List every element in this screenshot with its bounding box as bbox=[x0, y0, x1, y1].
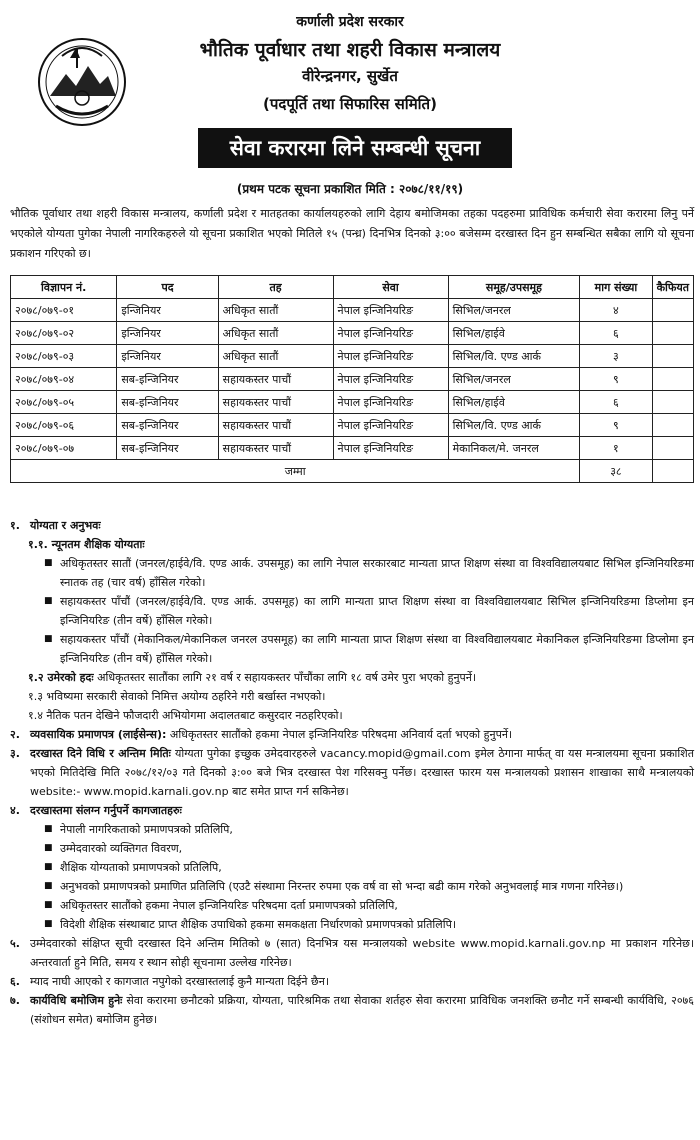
table-cell: नेपाल इन्जिनियरिङ bbox=[333, 391, 448, 414]
table-cell bbox=[652, 368, 693, 391]
section-6 bbox=[10, 972, 694, 991]
total-label: जम्मा bbox=[11, 460, 580, 483]
table-cell: २०७८/०७९-०७ bbox=[11, 437, 117, 460]
section-3 bbox=[10, 744, 694, 801]
table-cell: इन्जिनियर bbox=[117, 322, 218, 345]
table-cell: सहायकस्तर पाचौं bbox=[218, 437, 333, 460]
table-cell: अधिकृत सातौं bbox=[218, 322, 333, 345]
list-item bbox=[44, 877, 694, 896]
table-row bbox=[11, 414, 694, 437]
column-header: समूह/उपसमूह bbox=[448, 276, 580, 299]
table-header-row bbox=[11, 276, 694, 299]
section-number: १. bbox=[10, 519, 20, 532]
section-1-2-text: अधिकृतस्तर सातौंका लागि २१ वर्ष र सहायकस्तर पाँचौंका लागि १८ वर्ष उमेर पुरा भएको हुनुपर्ने। bbox=[97, 671, 477, 684]
column-header: तह bbox=[218, 276, 333, 299]
table-cell: सब-इन्जिनियर bbox=[117, 437, 218, 460]
column-header: पद bbox=[117, 276, 218, 299]
table-row bbox=[11, 299, 694, 322]
table-row bbox=[11, 437, 694, 460]
section-title: व्यवसायिक प्रमाणपत्र (लाईसेन्स): bbox=[30, 728, 167, 741]
table-cell: सहायकस्तर पाचौं bbox=[218, 368, 333, 391]
table-cell bbox=[652, 414, 693, 437]
section-number: ३. bbox=[10, 747, 20, 760]
table-cell bbox=[652, 437, 693, 460]
list-item bbox=[44, 820, 694, 839]
section-number: ७. bbox=[10, 994, 20, 1007]
table-cell: ६ bbox=[580, 322, 652, 345]
bullet-icon: ■ bbox=[44, 862, 53, 872]
section-4-heading bbox=[10, 801, 694, 820]
list-item-text: उम्मेदवारको व्यक्तिगत विवरण, bbox=[60, 842, 183, 855]
bullet-icon: ■ bbox=[44, 558, 53, 568]
table-cell: अधिकृत सातौं bbox=[218, 345, 333, 368]
bullet-icon: ■ bbox=[44, 919, 53, 929]
section-2 bbox=[10, 725, 694, 744]
table-cell: नेपाल इन्जिनियरिङ bbox=[333, 299, 448, 322]
table-cell: ४ bbox=[580, 299, 652, 322]
table-cell: सहायकस्तर पाचौं bbox=[218, 414, 333, 437]
table-cell: २०७८/०७९-०६ bbox=[11, 414, 117, 437]
table-cell: ९ bbox=[580, 414, 652, 437]
table-cell: सिभिल/वि. एण्ड आर्क bbox=[448, 414, 580, 437]
table-total-row bbox=[11, 460, 694, 483]
table-cell: सिभिल/जनरल bbox=[448, 368, 580, 391]
section-title: दरखास्तमा संलग्न गर्नुपर्ने कागजातहरुः bbox=[30, 804, 182, 817]
table-cell: सिभिल/जनरल bbox=[448, 299, 580, 322]
column-header: माग संख्या bbox=[580, 276, 652, 299]
table-cell: ९ bbox=[580, 368, 652, 391]
list-item bbox=[44, 554, 694, 592]
list-item-text: सहायकस्तर पाँचौं (मेकानिकल/मेकानिकल जनरल उपसमूह) का लागि मान्यता प्राप्त शिक्षण संस्था वा विश्वविद्यालयबाट मेकानिकल इन्जिनियरिङमा डिप्लोमा इन इन्जिनियरिङ (तीन वर्षे) हाँसिल गरेको। bbox=[60, 633, 694, 665]
notice-title: सेवा करारमा लिने सम्बन्धी सूचना bbox=[198, 128, 512, 168]
table-cell: नेपाल इन्जिनियरिङ bbox=[333, 437, 448, 460]
table-cell: १ bbox=[580, 437, 652, 460]
intro-paragraph: भौतिक पूर्वाधार तथा शहरी विकास मन्त्रालय, कर्णाली प्रदेश र मातहतका कार्यालयहरुको लागि देहाय बमोजिमका तहका पदहरुमा प्राविधिक कर्मचारी सेवा करारमा लिनु पर्ने भएकोले योग्यता पुगेका नेपाली नागरिकहरुले यो सूचना प्रकाशित भएको मितिले १५ (पन्ध्र) दिनभित्र दिनको ३:०० बजेसम्म दरखास्त दिन हुन सम्बन्धित सबैका लागि यो सूचना प्रकाशन गरिएको छ। bbox=[10, 207, 694, 260]
table-cell bbox=[652, 460, 693, 483]
section-1-2-title: १.२ उमेरको हदः bbox=[28, 671, 94, 684]
table-cell bbox=[652, 391, 693, 414]
table-row bbox=[11, 345, 694, 368]
committee-name: (पदपूर्ति तथा सिफारिस समिति) bbox=[263, 95, 437, 113]
section-1-3: १.३ भविष्यमा सरकारी सेवाको निमित्त अयोग्य ठहरिने गरी बर्खास्त नभएको। bbox=[28, 690, 326, 703]
section-1-4: १.४ नैतिक पतन देखिने फौजदारी अभियोगमा अदालतबाट कसुरदार नठहरिएको। bbox=[28, 709, 343, 722]
list-item-text: विदेशी शैक्षिक संस्थाबाट प्राप्त शैक्षिक उपाधिको हकमा समकक्षता निर्धारणको प्रमाणपत्रको प्रतिलिपि। bbox=[60, 918, 456, 931]
list-item-text: शैक्षिक योग्यताको प्रमाणपत्रको प्रतिलिपि, bbox=[60, 861, 222, 874]
list-item bbox=[44, 896, 694, 915]
section-text: अधिकृतस्तर सातौंको हकमा नेपाल इन्जिनियरिङ परिषदमा अनिवार्य दर्ता भएको हुनुपर्ने। bbox=[169, 728, 513, 741]
list-item bbox=[44, 915, 694, 934]
table-cell: नेपाल इन्जिनियरिङ bbox=[333, 322, 448, 345]
column-header: कैफियत bbox=[652, 276, 693, 299]
list-item-text: अधिकृतस्तर सातौं (जनरल/हाईवे/वि. एण्ड आर्क. उपसमूह) का लागि नेपाल सरकारबाट मान्यता प्राप्त शिक्षण संस्था वा विश्वविद्यालयबाट सिभिल इन्जिनियरिङमा स्नातक तह (चार वर्ष) हाँसिल गरेको। bbox=[60, 557, 694, 589]
table-cell bbox=[652, 322, 693, 345]
table-cell bbox=[652, 299, 693, 322]
ministry-location: वीरेन्द्रनगर, सुर्खेत bbox=[302, 67, 398, 85]
section-5 bbox=[10, 934, 694, 972]
table-cell: इन्जिनियर bbox=[117, 345, 218, 368]
section-number: ६. bbox=[10, 975, 20, 988]
table-cell bbox=[652, 345, 693, 368]
table-cell: सब-इन्जिनियर bbox=[117, 391, 218, 414]
list-item-text: नेपाली नागरिकताको प्रमाणपत्रको प्रतिलिपि, bbox=[60, 823, 233, 836]
table-cell: २०७८/०७९-०५ bbox=[11, 391, 117, 414]
table-row bbox=[11, 368, 694, 391]
column-header: विज्ञापन नं. bbox=[11, 276, 117, 299]
section-1-heading bbox=[10, 516, 694, 535]
table-cell: २०७८/०७९-०२ bbox=[11, 322, 117, 345]
bullet-icon: ■ bbox=[44, 843, 53, 853]
bullet-icon: ■ bbox=[44, 881, 53, 891]
table-cell: सिभिल/हाईवे bbox=[448, 322, 580, 345]
table-cell: इन्जिनियर bbox=[117, 299, 218, 322]
section-number: ५. bbox=[10, 937, 20, 950]
table-cell: सिभिल/हाईवे bbox=[448, 391, 580, 414]
table-cell: नेपाल इन्जिनियरिङ bbox=[333, 414, 448, 437]
list-item-text: अनुभवको प्रमाणपत्रको प्रमाणित प्रतिलिपि (एउटै संस्थामा निरन्तर रुपमा एक वर्ष वा सो भन्दा बढी काम गरेको अनुभवलाई मात्र गणना गरिनेछ।) bbox=[60, 880, 624, 893]
column-header: सेवा bbox=[333, 276, 448, 299]
section-title: योग्यता र अनुभवः bbox=[30, 519, 101, 532]
table-cell: अधिकृत सातौं bbox=[218, 299, 333, 322]
table-cell: नेपाल इन्जिनियरिङ bbox=[333, 345, 448, 368]
section-1-2 bbox=[28, 668, 694, 687]
section-text: म्याद नाघी आएको र कागजात नपुगेको दरखास्तलाई कुनै मान्यता दिईने छैन। bbox=[30, 975, 329, 988]
total-value: ३८ bbox=[580, 460, 652, 483]
section-text: सेवा करारमा छनौटको प्रक्रिया, योग्यता, पारिश्रमिक तथा सेवाका शर्तहरु सेवा करारमा प्राविधिक जनशक्ति छनौट गर्ने सम्बन्धी कार्यविधि, २०७६ (संशोधन समेत) बमोजिम हुनेछ। bbox=[30, 994, 694, 1026]
table-cell: सब-इन्जिनियर bbox=[117, 414, 218, 437]
table-row bbox=[11, 322, 694, 345]
section-title: कार्यविधि बमोजिम हुनेः bbox=[30, 994, 123, 1007]
table-cell: सिभिल/वि. एण्ड आर्क bbox=[448, 345, 580, 368]
bullet-icon: ■ bbox=[44, 634, 53, 644]
government-name: कर्णाली प्रदेश सरकार bbox=[296, 14, 404, 30]
bullet-icon: ■ bbox=[44, 900, 53, 910]
section-text: योग्यता पुगेका इच्छुक उमेदवारहरुले vacancy.mopid@gmail.com इमेल ठेगाना मार्फत् वा यस मन्त्रालयमा सूचना प्रकाशित भएको मितिदेखि मिति २०७८/१२/०३ गते दिनको ३:०० बजे भित्र दरखास्त पेश गरिसक्नु पर्नेछ। दरखास्त फारम यस मन्त्रालयको प्रशासन शाखाका साथै मन्त्रालयको website:- www.mopid.karnali.gov.np बाट समेत प्राप्त गर्न सकिनेछ। bbox=[30, 747, 694, 798]
section-number: ४. bbox=[10, 804, 20, 817]
list-item bbox=[44, 858, 694, 877]
ministry-name: भौतिक पूर्वाधार तथा शहरी विकास मन्त्रालय bbox=[199, 39, 501, 61]
table-cell: मेकानिकल/मे. जनरल bbox=[448, 437, 580, 460]
section-1-1-title: १.१. न्यूनतम शैक्षिक योग्यताः bbox=[28, 538, 145, 551]
section-title: दरखास्त दिने विधि र अन्तिम मितिः bbox=[30, 747, 171, 760]
table-cell: २०७८/०७९-०१ bbox=[11, 299, 117, 322]
list-item-text: अधिकृतस्तर सातौंको हकमा नेपाल इन्जिनियरिङ परिषदमा दर्ता प्रमाणपत्रको प्रतिलिपि, bbox=[60, 899, 398, 912]
table-cell: २०७८/०७९-०४ bbox=[11, 368, 117, 391]
table-cell: ३ bbox=[580, 345, 652, 368]
section-7 bbox=[10, 991, 694, 1029]
list-item-text: सहायकस्तर पाँचौं (जनरल/हाईवे/वि. एण्ड आर्क. उपसमूह) का लागि मान्यता प्राप्त शिक्षण संस्था वा विश्वविद्यालयबाट सिभिल इन्जिनियरिङमा डिप्लोमा इन इन्जिनियरिङ (तीन वर्षे) हाँसिल गरेको। bbox=[60, 595, 694, 627]
bullet-icon: ■ bbox=[44, 596, 53, 606]
table-row bbox=[11, 391, 694, 414]
vacancy-table bbox=[10, 275, 694, 483]
table-cell: ६ bbox=[580, 391, 652, 414]
list-item bbox=[44, 592, 694, 630]
list-item bbox=[44, 630, 694, 668]
list-item bbox=[44, 839, 694, 858]
bullet-icon: ■ bbox=[44, 824, 53, 834]
notice-body bbox=[10, 516, 694, 1029]
section-text: उम्मेदवारको संक्षिप्त सूची दरखास्त दिने अन्तिम मितिको ७ (सात) दिनभित्र यस मन्त्रालयको website www.mopid.karnali.gov.np मा प्रकाशन गरिनेछ। अन्तरवार्ता हुने मिति, समय र स्थान सोही सूचनामा उल्लेख गरिनेछ। bbox=[30, 937, 694, 969]
section-number: २. bbox=[10, 728, 20, 741]
published-date: (प्रथम पटक सूचना प्रकाशित मिति : २०७८/११/१९) bbox=[236, 182, 464, 196]
table-cell: नेपाल इन्जिनियरिङ bbox=[333, 368, 448, 391]
table-cell: २०७८/०७९-०३ bbox=[11, 345, 117, 368]
table-cell: सब-इन्जिनियर bbox=[117, 368, 218, 391]
table-cell: सहायकस्तर पाचौं bbox=[218, 391, 333, 414]
